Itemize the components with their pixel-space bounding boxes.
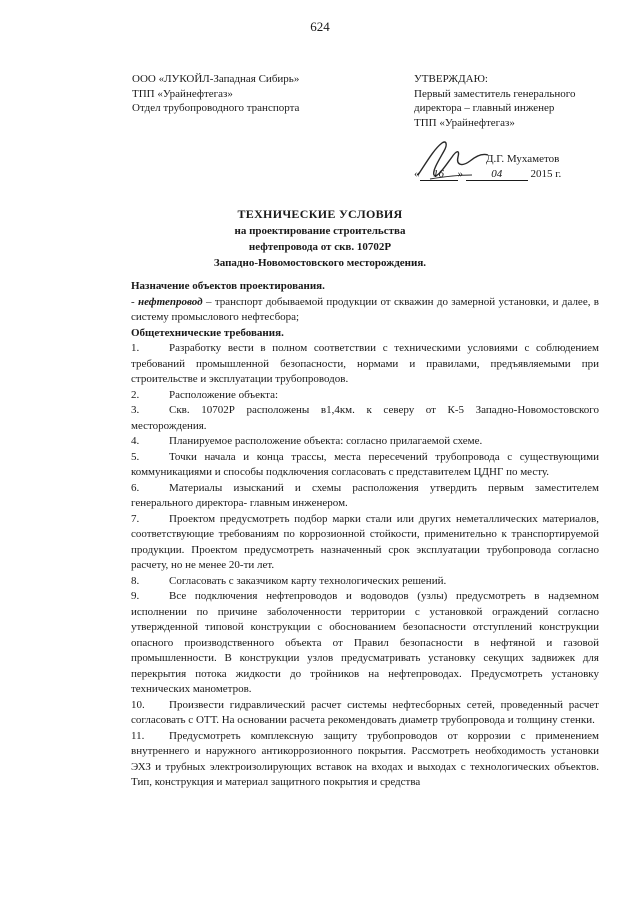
purpose-dash: - xyxy=(131,295,139,308)
requirement-item xyxy=(131,589,599,698)
date-quote-close: » xyxy=(457,168,463,180)
date-day: 16 xyxy=(420,168,458,181)
requirement-item xyxy=(131,481,599,512)
item-number: 9. xyxy=(131,590,140,602)
general-heading: Общетехнические требования. xyxy=(131,326,284,339)
document-title xyxy=(0,206,640,271)
item-number: 7. xyxy=(131,512,140,525)
page-number: 624 xyxy=(310,19,330,34)
item-text: Все подключения нефтепроводов и водоводов (узлы) предусмотреть в надземном исполнении по причине заболоченности территории с установкой ограждений согласно утвержденной типовой конструкции с обоснованием безопасности отступлений конструкции опасного производственного объекта от Правил безопасности в нефтяной и газовой промышленности. В конструкции узлов предусматривать установку секущих задвижек для перекрытия потока жидкости до тройников на нефтепроводах. Предусмотреть установку технических манометров. xyxy=(131,590,599,695)
date-quote-open: « xyxy=(414,168,420,180)
item-number: 2. xyxy=(131,388,140,401)
requirement-item xyxy=(131,403,599,434)
item-number: 5. xyxy=(131,450,140,463)
item-number: 1. xyxy=(131,342,140,354)
approver-position-1: Первый заместитель генерального xyxy=(414,87,576,100)
approve-label: УТВЕРЖДАЮ: xyxy=(414,73,488,85)
header-left xyxy=(132,72,299,116)
item-number: 3. xyxy=(131,404,140,416)
date-year: 2015 г. xyxy=(530,168,562,180)
purpose-paragraph xyxy=(131,295,599,326)
org-name: ООО «ЛУКОЙЛ-Западная Сибирь» xyxy=(132,73,300,85)
title-sub-1: на проектирование строительства xyxy=(234,225,406,237)
approval-date xyxy=(414,168,561,181)
purpose-heading: Назначение объектов проектирования. xyxy=(131,280,325,292)
title-main: ТЕХНИЧЕСКИЕ УСЛОВИЯ xyxy=(237,207,403,221)
item-text: Проектом предусмотреть подбор марки стали или других неметаллических материалов, соответствующие требованиям по коррозионной стойкости, применительно к транспортируемой продукции. Проектом предусмотреть назначенный срок эксплуатации трубопровода согласно расчету, но не менее 20-ти лет. xyxy=(131,512,599,571)
item-number: 4. xyxy=(131,435,140,447)
date-month: 04 xyxy=(466,168,528,181)
approver-position-2: директора – главный инженер xyxy=(414,102,555,114)
item-text: Произвести гидравлический расчет системы нефтесборных сетей, проведенный расчет согласовать с ОТТ. На основании расчета рекомендовать диаметр трубопровода и толщину стенки. xyxy=(131,698,599,726)
title-sub-2: нефтепровода от скв. 10702Р xyxy=(248,241,392,253)
item-number: 10. xyxy=(131,698,145,711)
requirement-item xyxy=(131,729,599,791)
requirement-item xyxy=(131,574,599,590)
approval-block xyxy=(414,72,576,130)
requirement-item xyxy=(131,388,599,404)
item-text: Разработку вести в полном соответствии с техническими условиями с соблюдением требований промышленной безопасности, нормами и правилами, предъявляемыми при строительстве и эксплуатации трубопроводов. xyxy=(131,342,599,385)
requirement-item xyxy=(131,698,599,729)
purpose-term: нефтепровод xyxy=(138,295,203,308)
item-text: Предусмотреть комплексную защиту трубопроводов от коррозии с применением внутреннего и наружного антикоррозионного покрытия. Рассмотреть необходимость установки ЭХЗ и трубных электроизолирующих вставок на входах и выходах с технологических объектов. Тип, конструкция и материал защитного покрытия и средства xyxy=(131,729,599,788)
document-body xyxy=(131,279,599,791)
title-sub-3: Западно-Новомостовского месторождения. xyxy=(213,257,427,269)
department-name: Отдел трубопроводного транспорта xyxy=(132,102,300,114)
requirement-item xyxy=(131,434,599,450)
approver-name: Д.Г. Мухаметов xyxy=(486,153,560,165)
requirement-item xyxy=(131,512,599,574)
item-text: Расположение объекта: xyxy=(169,388,279,401)
requirement-item xyxy=(131,341,599,388)
item-text: Скв. 10702Р расположены в1,4км. к северу от К-5 Западно-Новомостовского месторождения. xyxy=(131,404,599,432)
unit-name: ТПП «Урайнефтегаз» xyxy=(132,87,233,100)
item-number: 6. xyxy=(131,481,140,494)
requirement-item xyxy=(131,450,599,481)
purpose-text: – транспорт добываемой продукции от скважин до замерной установки, и далее, в систему промыслового нефтесбора; xyxy=(131,295,599,323)
item-text: Планируемое расположение объекта: согласно прилагаемой схеме. xyxy=(169,435,483,447)
item-text: Точки начала и конца трассы, места пересечений трубопровода с существующими коммуникациями и способы подключения согласовать с представителем ЦДНГ по месту. xyxy=(131,450,599,478)
approver-unit: ТПП «Урайнефтегаз» xyxy=(414,116,515,129)
item-text: Согласовать с заказчиком карту технологических решений. xyxy=(169,574,447,587)
item-text: Материалы изысканий и схемы расположения утвердить первым заместителем генерального директора- главным инженером. xyxy=(131,481,599,509)
item-number: 11. xyxy=(131,729,145,742)
item-number: 8. xyxy=(131,574,140,587)
